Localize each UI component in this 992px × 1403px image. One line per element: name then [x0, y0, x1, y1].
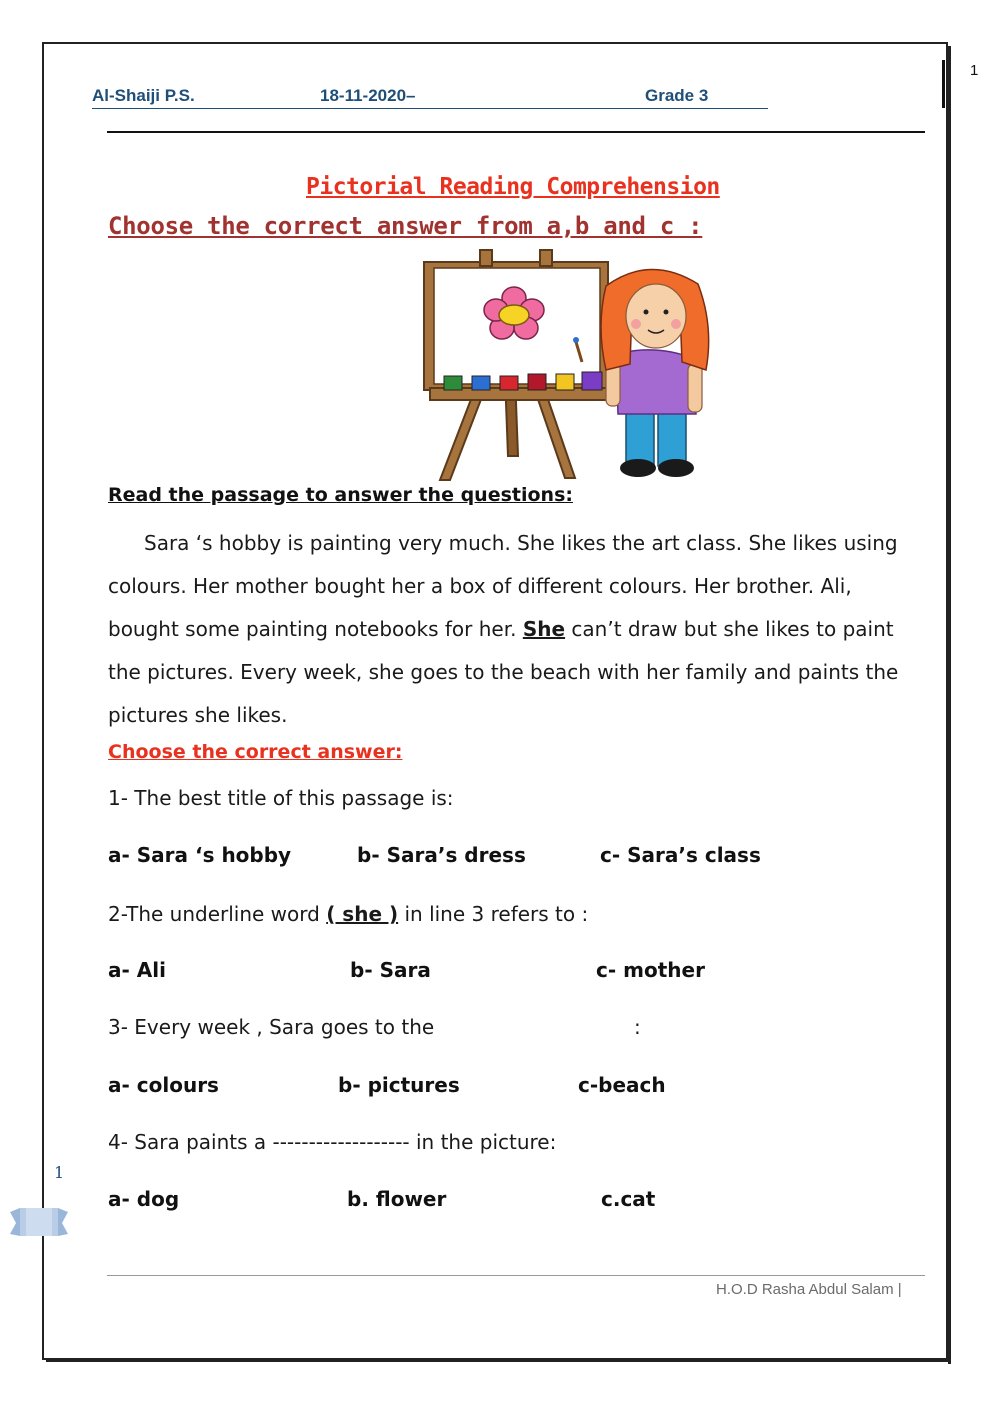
- passage-text: Sara ‘s hobby is painting very much. She likes the art class. She likes using colours. Her mother bought her a box of different colours. Her brother. Ali, bought some painting notebooks for her.: [108, 531, 898, 641]
- q2-option-b[interactable]: b- Sara: [350, 958, 431, 982]
- q4-option-c[interactable]: c.cat: [601, 1187, 656, 1211]
- q3-option-b[interactable]: b- pictures: [338, 1073, 460, 1097]
- question-4: 4- Sara paints a ------------------- in the picture:: [108, 1130, 557, 1154]
- q2-option-a[interactable]: a- Ali: [108, 958, 166, 982]
- q1-option-a[interactable]: a- Sara ‘s hobby: [108, 843, 292, 867]
- ribbon-decoration-icon: [10, 1206, 68, 1240]
- page-number-bar: [942, 60, 945, 108]
- page-border-shadow: [46, 1359, 951, 1362]
- header-underline: [92, 108, 768, 109]
- question-2-text: 2-The underline word: [108, 902, 327, 926]
- choose-heading: Choose the correct answer:: [108, 741, 403, 763]
- q1-option-c[interactable]: c- Sara’s class: [600, 843, 761, 867]
- question-2-underlined: ( she ): [326, 902, 399, 926]
- school-name: Al-Shaiji P.S.: [92, 86, 195, 105]
- q4-option-b[interactable]: b. flower: [347, 1187, 447, 1211]
- page-border-shadow: [948, 46, 951, 1364]
- instructions-heading: Choose the correct answer from a,b and c :: [108, 212, 703, 240]
- q3-option-a[interactable]: a- colours: [108, 1073, 219, 1097]
- header-date: 18-11-2020–: [320, 86, 416, 105]
- header-grade: Grade 3: [645, 86, 709, 105]
- q2-option-c[interactable]: c- mother: [596, 958, 705, 982]
- passage-underlined-word: She: [522, 617, 566, 641]
- q3-option-c[interactable]: c-beach: [578, 1073, 666, 1097]
- girl-painting-easel-icon: [410, 246, 710, 484]
- passage-text: can’t draw but she likes to paint the pictures. Every week, she goes to the beach with her family and paints the pictures she likes.: [108, 617, 899, 727]
- question-3: 3- Every week , Sara goes to the: [108, 1015, 435, 1039]
- footer-rule: [107, 1275, 925, 1276]
- question-2: [108, 902, 588, 926]
- q1-option-b[interactable]: b- Sara’s dress: [357, 843, 526, 867]
- header-rule: [107, 131, 925, 133]
- question-1: 1- The best title of this passage is:: [108, 786, 454, 810]
- question-3-colon: :: [634, 1015, 641, 1039]
- q4-option-a[interactable]: a- dog: [108, 1187, 180, 1211]
- page-title: Pictorial Reading Comprehension: [306, 174, 720, 200]
- reading-passage: [108, 522, 928, 737]
- reading-heading: Read the passage to answer the questions:: [108, 484, 573, 506]
- question-2-text: in line 3 refers to :: [398, 902, 589, 926]
- page-number: 1: [970, 62, 979, 79]
- footer-text: H.O.D Rasha Abdul Salam |: [716, 1281, 902, 1298]
- side-page-number: 1: [54, 1163, 65, 1182]
